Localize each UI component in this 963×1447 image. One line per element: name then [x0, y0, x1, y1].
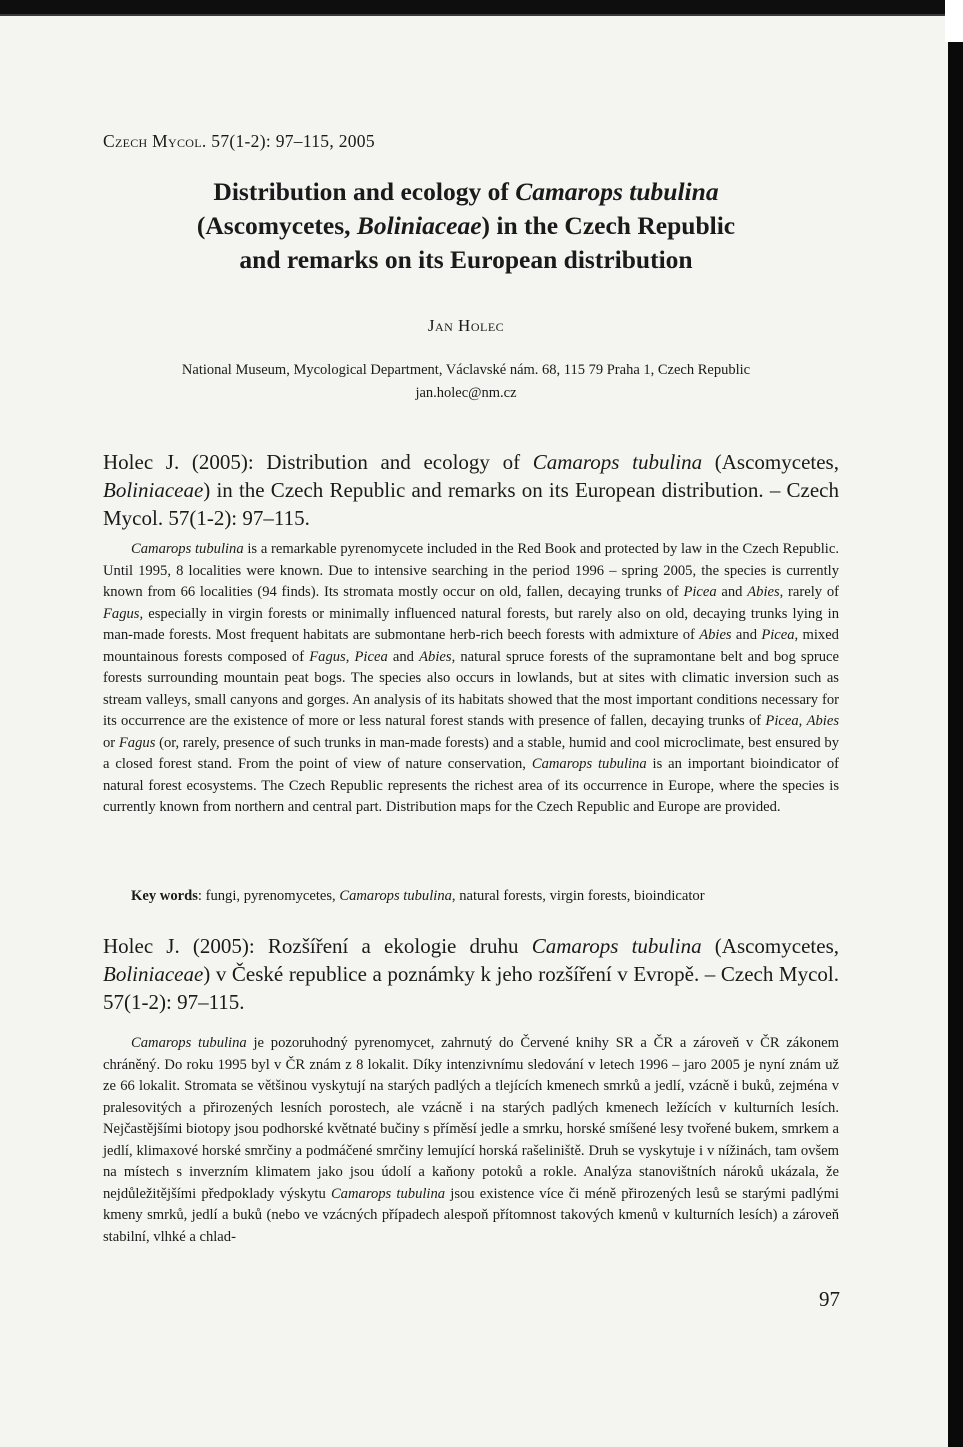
cite-species: Camarops tubulina: [532, 450, 703, 474]
journal-volume: 57(1-2): 97–115, 2005: [211, 131, 375, 151]
citation-czech: [103, 932, 839, 1016]
journal-name: Czech Mycol.: [103, 131, 207, 151]
abs-text: ,: [345, 648, 355, 665]
article-title: [90, 175, 842, 277]
abs-italic: Picea: [354, 648, 388, 665]
abs-text: je pozoruhodný pyrenomycet, zahrnutý do Červené knihy SR a ČR a zároveň v ČR zákonem chráněný. Do roku 1995 byl v ČR znám z 8 lokalit. Díky intenzivnímu sledování v letech 1996 – jaro 2005 je nyní znám už ze 66 lokalit. Stromata se většinou vyskytují na starých padlých a tlejících kmenech smrků a jedlí, vzácně i buků, zejména v pralesovitých a přirozených lesních porostech, ale vzácně i na starých padlých kmenech ležících v kulturních lesích. Nejčastějšími biotopy jsou podhorské květnaté bučiny s příměsí jedle a smrku, horské smíšené lesy tvořené bukem, smrkem a jedlí, klimaxové horské smrčiny a podmáčené smrčiny lemující horská rašeliniště. Druh se vyskytuje i v nížinách, tam ovšem na místech s inverzním klimatem jako jsou údolí a kaňony potoků a rokle. Analýza stanovištních nároků ukázala, že nejdůležitějšími předpoklady výskytu: [103, 1035, 839, 1202]
cite-text: (Ascomycetes,: [701, 934, 839, 958]
cite-text: (Ascomycetes,: [702, 450, 839, 474]
abs-italic: Abies: [699, 627, 732, 643]
abs-text: (or, rarely, presence of such trunks in man-made forests) and a stable, humid and cool microclimate, best ensured by a closed forest stand. From the point of view of nature conservation,: [103, 734, 839, 772]
abs-italic: Abies: [806, 713, 840, 729]
abs-italic: Camarops tubulina: [531, 756, 647, 772]
scan-right-edge: [948, 0, 963, 1447]
title-text: Distribution and ecology of: [213, 177, 516, 206]
author-affiliation: [90, 359, 842, 405]
abs-text: is a remarkable pyrenomycete included in the Red Book and protected by law in the Czech Republic. Until 1995, 8 localities were known. Due to intensive searching in the period 1996 – spring 2005, the species is currently known from 66 localities (94 finds). Its stromata mostly occur on old, fallen, decaying trunks of: [103, 541, 839, 600]
abs-text: , mixed mountainous forests composed of: [103, 627, 839, 665]
cite-species: Camarops tubulina: [531, 934, 702, 958]
scan-corner: [945, 0, 963, 42]
cite-text: ) in the Czech Republic and remarks on its European distribution. – Czech Mycol. 57(1-2): 97–115.: [103, 478, 839, 530]
abs-italic: Fagus: [103, 605, 140, 622]
title-family: Boliniaceae: [356, 211, 482, 240]
abs-text: ,: [798, 713, 807, 729]
author-name: Jan Holec: [427, 316, 505, 335]
abs-italic: Picea: [683, 584, 717, 600]
keywords-text: , natural forests, virgin forests, bioindicator: [451, 888, 705, 904]
affiliation-address: National Museum, Mycological Department, Václavské nám. 68, 115 79 Praha 1, Czech Republic: [181, 362, 751, 378]
keywords-line: [131, 888, 851, 905]
abs-italic: Fagus: [309, 648, 346, 665]
keywords-label: Key words: [131, 888, 198, 904]
abs-text: , especially in virgin forests or minimally influenced natural forests, but rarely also on old, decaying trunks lying in man-made forests. Most frequent habitats are submontane herb-rich beech forests with admixture of: [103, 605, 839, 643]
abs-italic: Picea: [761, 627, 795, 643]
abs-italic: Fagus: [118, 734, 156, 751]
journal-reference: [103, 131, 375, 152]
cite-text: Holec J. (2005): Rozšíření a ekologie druhu: [103, 934, 532, 958]
abs-italic: Camarops tubulina: [131, 1035, 247, 1051]
abs-text: or: [103, 734, 119, 751]
abs-text: and: [387, 648, 420, 665]
page-number: 97: [819, 1287, 840, 1311]
abstract-czech: [103, 1033, 839, 1248]
cite-text: ) v České republice a poznámky k jeho rozšíření v Evropě. – Czech Mycol. 57(1-2): 97–115.: [103, 962, 839, 1014]
citation-english: [103, 448, 839, 532]
abs-italic: Abies: [419, 648, 452, 665]
author-email: jan.holec@nm.cz: [415, 385, 517, 401]
abs-text: jsou existence více či méně přirozených lesů se starými padlými kmeny smrků, jedlí a buků (nebo ve vzácných případech alespoň přítomnost takových kmenů v kulturních lesích) a zároveň stabilní, vlhké a chlad-: [103, 1185, 839, 1245]
keywords-species: Camarops tubulina: [339, 888, 452, 904]
abs-text: and: [716, 584, 748, 600]
title-text: and remarks on its European distribution: [239, 245, 693, 274]
title-text: (Ascomycetes,: [196, 211, 357, 240]
cite-text: Holec J. (2005): Distribution and ecology of: [103, 450, 533, 474]
cite-family: Boliniaceae: [103, 962, 204, 986]
title-text: ) in the Czech Republic: [481, 211, 736, 240]
keywords-text: : fungi, pyrenomycetes,: [197, 888, 340, 904]
cite-family: Boliniaceae: [103, 478, 204, 502]
abs-text: is an important bioindicator of natural forest ecosystems. The Czech Republic represents the richest area of its occurrence in Europe, where the species is currently known from northern and central part. Distribution maps for the Czech Republic and Europe are provided.: [103, 756, 839, 815]
abs-text: and: [731, 627, 762, 643]
scan-top-edge: [0, 14, 948, 16]
abs-text: , natural spruce forests of the supramontane belt and bog spruce forests surrounding mountain peat bogs. The species also occurs in lowlands, but at sites with climatic inversion such as stream valleys, small canyons and gorges. An analysis of its habitats showed that the most important conditions necessary for its occurrence are the existence of more or less natural forest stands with presence of fallen, decaying trunks of: [103, 648, 839, 729]
title-species: Camarops tubulina: [515, 177, 719, 206]
abs-italic: Camarops tubulina: [330, 1185, 446, 1202]
abstract-english: [103, 539, 839, 819]
abs-italic: Abies: [747, 584, 780, 600]
abs-text: , rarely of: [779, 584, 839, 600]
abs-italic: Picea: [765, 713, 799, 729]
abs-italic: Camarops tubulina: [131, 541, 244, 557]
